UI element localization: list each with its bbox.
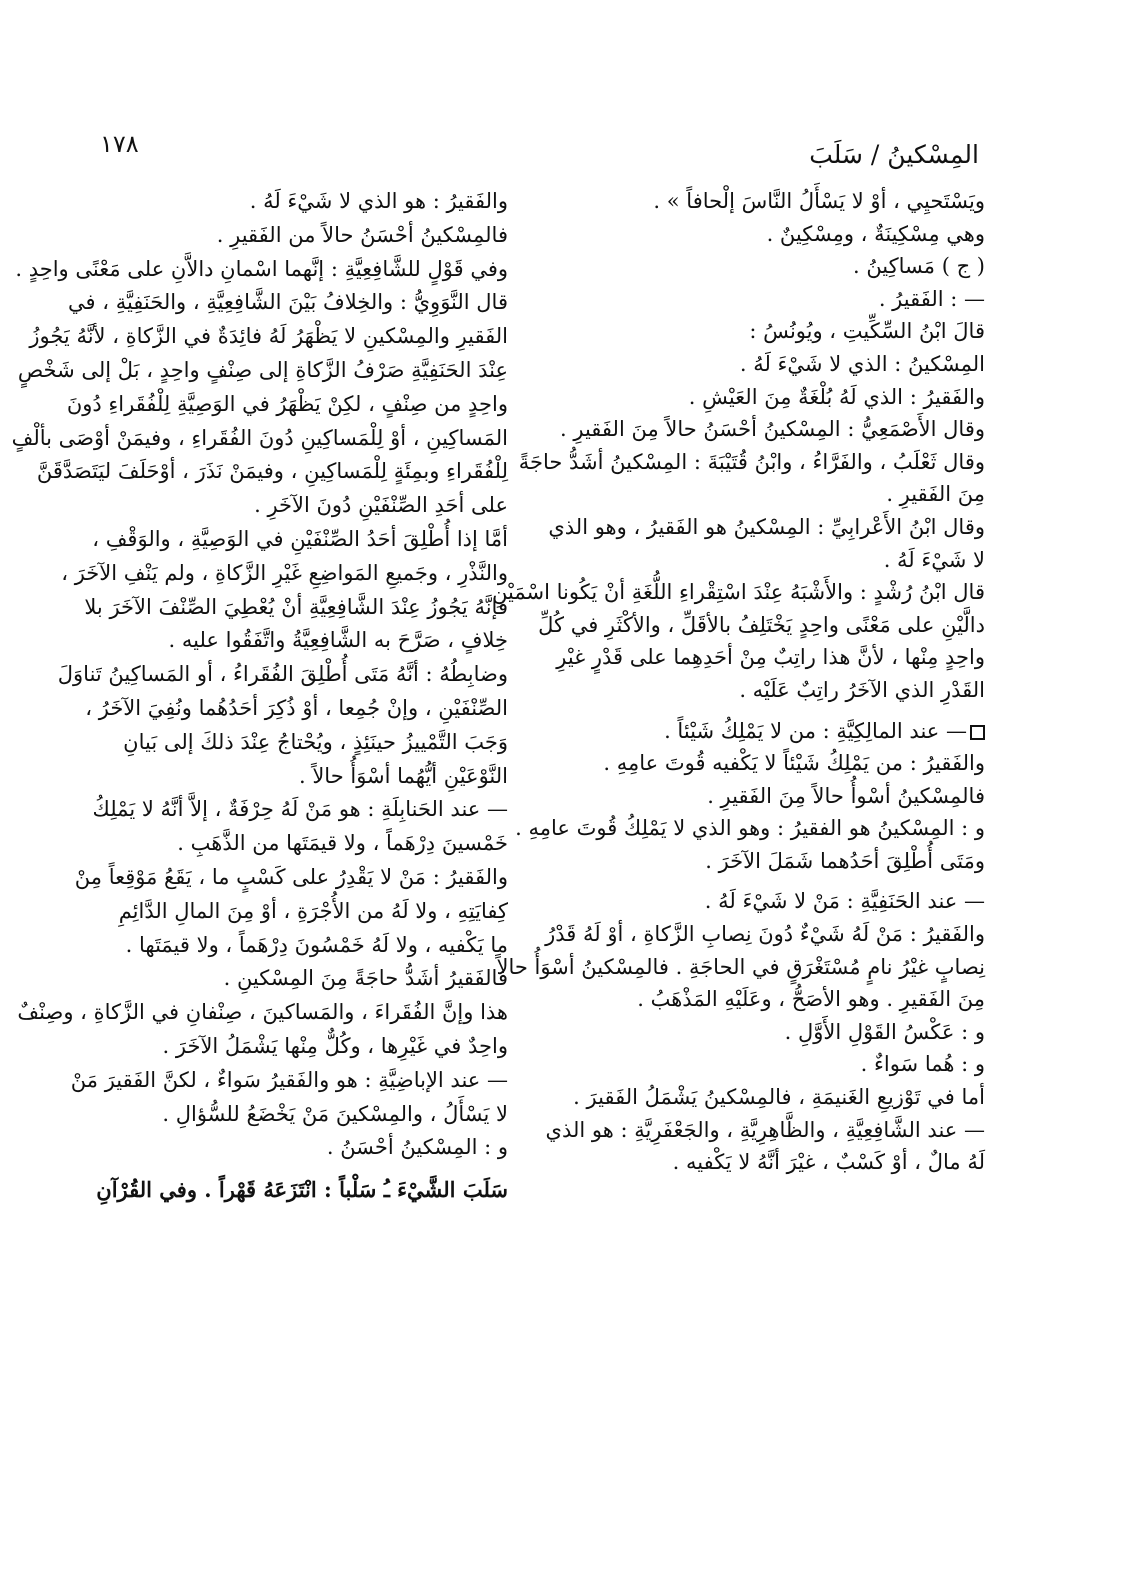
text-line: واحِدٍ مِنْها ، لأنَّ هذا راتِبٌ مِنْ أحَدِهِما على قَدْرٍ غيْرِ [556, 645, 985, 670]
text-line: وَجَبَ التَّمْييزُ حينَئِذٍ ، ويُحْتاجُ عِنْدَ ذلكَ إلى بَيانِ [123, 729, 508, 754]
text-line: عِنْدَ الحَنَفِيَّةِ صَرْفُ الزَّكاةِ إلى صِنْفٍ واحِدٍ ، بَلْ إلى شَخْصٍ [17, 357, 508, 382]
text-line: ما يَكْفيه ، ولا لَهُ خَمْسُونَ دِرْهَماً ، ولا قيمَتَها . [125, 932, 508, 957]
text-line: والنَّذْرِ ، وجَميعِ المَواضِعِ غَيْرِ الزَّكاةِ ، ولم يَنْفِ الآخَرَ ، [61, 560, 508, 585]
text-line: ومَتَى أُطْلِقَ أحَدُهما شَمَلَ الآخَرَ . [705, 848, 985, 873]
text-line: ويَسْتَحيِي ، أوْ لا يَسْأَلُ النَّاسَ إلْحافاً » . [653, 189, 985, 213]
text-line: والفَقيرُ : هو الذي لا شَيْءَ لَهُ . [249, 189, 508, 213]
text-line: فالمِسْكينُ أحْسَنُ حالاً من الفَقيرِ . [216, 222, 508, 247]
text-line: كِفايَتِهِ ، ولا لَهُ من الأُجْرَةِ ، أوْ مِنَ المالِ الدَّائِمِ [118, 898, 508, 923]
text-line: والفَقيرُ : مَنْ لَهُ شَيْءٌ دُونَ نِصابِ الزَّكاةِ ، أوْ لَهُ قَدْرُ [545, 922, 985, 947]
text-line: مِنَ الفَقيرِ . وهو الأصَحُّ ، وعَلَيْهِ المَذْهَبُ . [637, 987, 985, 1012]
text-line: وقال ثَعْلَبُ ، والفَرَّاءُ ، وابْنُ قُتَيْبَةَ : المِسْكينُ أشَدُّ حاجَةً [518, 449, 985, 474]
text-line: وضابِطُهُ : أنَّهُ مَتَى أُطْلِقَ الفُقَراءُ ، أو المَساكِينُ تَناوَلَ [57, 662, 508, 687]
text-line: — : الفَقيرُ . [878, 286, 985, 311]
text-line: مِنَ الفَقيرِ . [886, 482, 985, 507]
text-line: فالمِسْكينُ أسْوأُ حالاً مِنَ الفَقيرِ . [707, 783, 985, 808]
text-line: — عند الحَنَفِيَّةِ : مَنْ لا شَيْءَ لَهُ . [704, 889, 985, 914]
text-line: و : المِسْكينُ أحْسَنُ . [326, 1135, 508, 1160]
text-line: — عند الشَّافِعِيَّةِ ، والظَّاهِرِيَّةِ ، والجَعْفَرِيَّةِ : هو الذي [545, 1117, 985, 1142]
text-line: الفَقيرِ والمِسْكينِ لا يَظْهَرُ لَهُ فائِدَةٌ في الزَّكاةِ ، لأنَّهُ يَجُوزُ [29, 324, 508, 349]
text-line: لَهُ مالٌ ، أوْ كَسْبٌ ، غيْرَ أنَّهُ لا يَكْفيه . [672, 1150, 985, 1175]
text-line: المَساكِينِ ، أوْ لِلْمَساكِينِ دُونَ الفُقَراءِ ، وفيمَنْ أوْصَى بألْفٍ [11, 425, 508, 450]
text-line: المِسْكينُ : الذي لا شَيْءَ لَهُ . [739, 351, 985, 376]
text-line-label: — عند المالِكِيَّةِ : من لا يَمْلِكُ شَيْئاً . [664, 718, 967, 743]
text-line: وهي مِسْكِينَةٌ ، ومِسْكِينٌ . [766, 221, 985, 246]
text-line: — عند الحَنابِلَةِ : هو مَنْ لَهُ حِرْفَةٌ ، إلاَّ أنَّهُ لا يَمْلِكُ [92, 797, 508, 822]
headword-entry: سَلَبَ الشَّيْءَ ـُ سَلْباً : انْتَزَعَهُ قَهْراً . وفي القُرْآنِ [96, 1177, 508, 1203]
text-line: لا يَسْأَلُ ، والمِسْكينَ مَنْ يَخْضَعُ للسُّؤالِ . [162, 1101, 508, 1126]
text-line: وقال الأَصْمَعِيُّ : المِسْكينُ أحْسَنُ حالاً مِنَ الفَقيرِ . [560, 417, 985, 442]
text-line: النَّوْعَيْنِ أيُّهُما أسْوَأُ حالاً . [298, 763, 508, 788]
text-line: والفَقيرُ : مَنْ لا يَقْدِرُ على كَسْبٍ ما ، يَقَعُ مَوْقِعاً مِنْ [74, 864, 508, 889]
text-line: واحِدٍ من صِنْفٍ ، لكِنْ يَظْهَرُ في الوَصِيَّةِ لِلْفُقَراءِ دُونَ [66, 391, 508, 416]
text-line: و : المِسْكينُ هو الفقيرُ : وهو الذي لا يَمْلِكُ قُوتَ عامِهِ . [515, 816, 985, 841]
text-line: خَمْسينَ دِرْهَماً ، ولا قيمَتَها من الذَّهَبِ . [177, 831, 508, 856]
text-line: و : عَكْسُ القَوْلِ الأَوَّلِ . [784, 1019, 985, 1044]
text-line: والفَقيرُ : الذي لَهُ بُلْغَةٌ مِنَ العَيْشِ . [688, 384, 985, 409]
text-line: الصِّنْفَيْنِ ، وإنْ جُمِعا ، أوْ ذُكِرَ أحَدُهُما ونُفِيَ الآخَرُ ، [85, 695, 508, 720]
text-line: القَدْرِ الذي الآخَرُ راتِبٌ عَلَيْه . [739, 677, 985, 702]
running-head: المِسْكينُ / سَلَبَ [809, 140, 979, 169]
right-column [492, 185, 985, 1179]
text-line: فالفَقيرُ أشَدُّ حاجَةً مِنَ المِسْكينِ . [223, 966, 508, 991]
text-line: خِلافٍ ، صَرَّحَ به الشَّافِعِيَّةُ واتَّفَقُوا عليه . [168, 628, 508, 653]
text-line: وفي قَوْلٍ للشَّافِعِيَّةِ : إنَّهما اسْمانِ دالاَّنِ على مَعْنًى واحِدٍ . [15, 256, 508, 281]
text-line: و : هُما سَواءٌ . [860, 1052, 985, 1077]
text-line: لِلْفُقَراءِ وبمِئَةٍ لِلْمَساكِينِ ، وفيمَنْ نَذَرَ ، أوْحَلَفَ ليَتَصَدَّقَنَّ [36, 459, 508, 484]
text-line: أما في تَوْزيعِ الغَنيمَةِ ، فالمِسْكينُ يَشْمَلُ الفَقيرَ . [573, 1085, 985, 1110]
text-line: أمَّا إذا أُطْلِقَ أحَدُ الصِّنْفَيْنِ في الوَصِيَّةِ ، والوَقْفِ ، [92, 526, 508, 551]
text-line: وقال ابْنُ الأَعْرابِيِّ : المِسْكينُ هو الفَقيرُ ، وهو الذي [548, 514, 985, 539]
text-line: والفَقيرُ : من يَمْلِكُ شَيْئاً لا يَكْفيه قُوتَ عامِهِ . [603, 751, 985, 776]
text-line: لا شَيْءَ لَهُ . [883, 547, 985, 572]
text-line: — عند الإباضِيَّةِ : هو والفَقيرُ سَواءٌ ، لكنَّ الفَقيرَ مَنْ [70, 1067, 508, 1092]
text-line: نِصابٍ غيْرُ نامٍ مُسْتَغْرَقٍ في الحاجَةِ . فالمِسْكينُ أسْوَأُ حالاً [496, 954, 985, 979]
text-line: قال ابْنُ رُشْدٍ : والأَشْبَهُ عِنْدَ اسْتِقْراءِ اللُّغَةِ أنْ يَكُونا اسْمَيْنِ [492, 580, 985, 605]
text-line [585, 715, 985, 748]
text-line: واحِدٌ في غَيْرِها ، وكُلٌّ مِنْها يَشْمَلُ الآخَرَ . [162, 1033, 508, 1058]
text-line: قال النَّوَوِيُّ : والخِلافُ بَيْنَ الشَّافِعِيَّةِ ، والحَنَفِيَّةِ ، في [68, 290, 508, 315]
left-column [11, 185, 508, 1207]
text-line: فإنَّهُ يَجُوزُ عِنْدَ الشَّافِعِيَّةِ أنْ يُعْطِيَ الصِّنْفَ الآخَرَ بلا [84, 594, 508, 619]
page-number: ١٧٨ [100, 130, 139, 158]
text-line: على أحَدِ الصِّنْفَيْنِ دُونَ الآخَرِ . [254, 493, 508, 518]
text-line: ( ج ) مَساكِينُ . [852, 254, 985, 279]
text-line: دالَّيْنِ على مَعْنًى واحِدٍ يَخْتَلِفُ بالأقَلِّ ، والأكْثَرِ في كُلِّ [538, 612, 985, 637]
text-line: هذا وإنَّ الفُقَراءَ ، والمَساكينَ ، صِنْفانِ في الزَّكاةِ ، وصِنْفٌ [17, 1000, 508, 1025]
text-line: قالَ ابْنُ السِّكِّيتِ ، ويُونُسُ : [749, 319, 985, 344]
square-bullet-icon [970, 725, 985, 740]
